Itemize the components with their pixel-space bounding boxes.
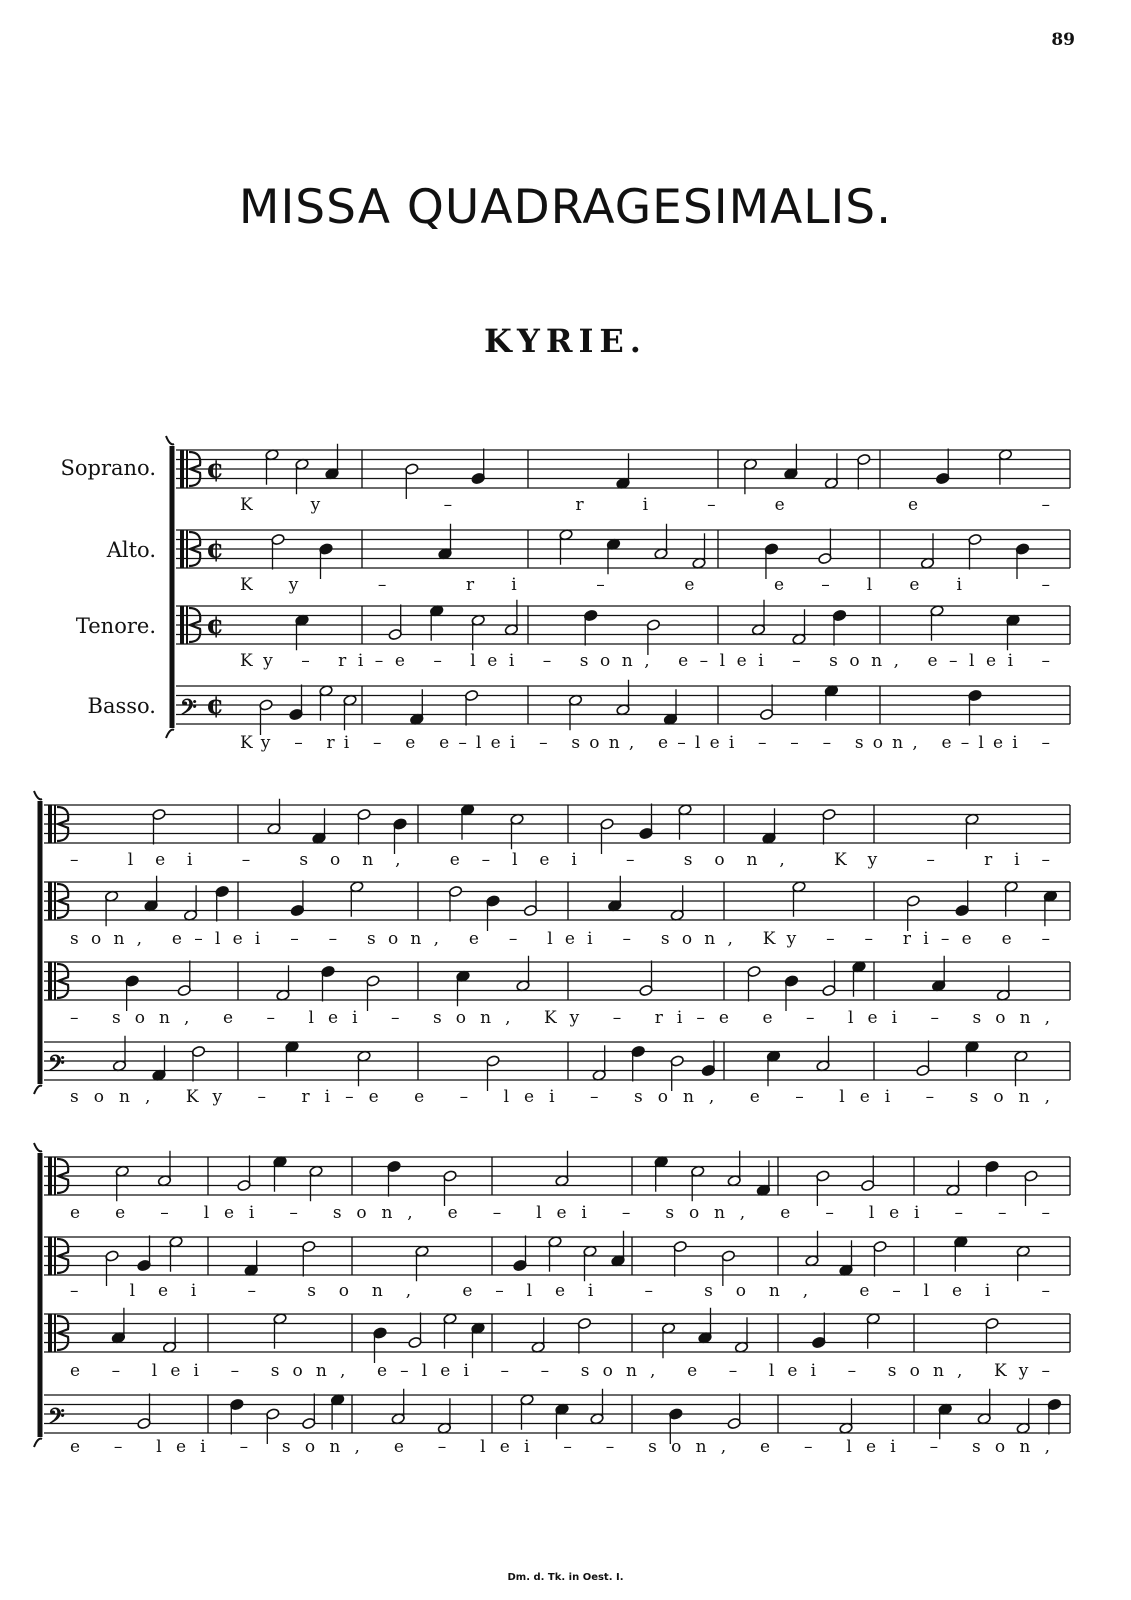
system-1-staff-1-clef bbox=[180, 450, 184, 488]
voice-label-tenore: Tenore. bbox=[75, 614, 156, 638]
system-1-staff-4-time-signature: ¢ bbox=[206, 690, 225, 721]
voice-label-soprano: Soprano. bbox=[60, 456, 156, 480]
system-2-lyrics-4: son, Ky – ri–e e – lei – son, e – lei – son, bbox=[70, 1087, 1051, 1107]
system-3-staff-1-clef bbox=[48, 1157, 52, 1195]
system-1-staff-2-clef bbox=[180, 530, 184, 568]
system-3-lyrics-2: – lei – son, e–lei – son, e–lei – bbox=[70, 1281, 1050, 1301]
system-3-lyrics-1: e e – lei – son, e – lei – son, e – lei – – – bbox=[70, 1203, 1050, 1223]
system-1-staff-2-time-signature: ¢ bbox=[206, 534, 225, 565]
system-1-bracket-bottom bbox=[166, 730, 174, 738]
system-3-staff-2-clef bbox=[48, 1237, 52, 1275]
section-title: KYRIE. bbox=[484, 322, 647, 360]
page-number: 89 bbox=[1051, 30, 1075, 50]
system-2-lyrics-3: – son, e – lei – son, Ky – ri–e e – lei – son, bbox=[70, 1008, 1050, 1028]
system-1-staff-3-time-signature: ¢ bbox=[206, 610, 225, 641]
system-2-lyrics-1: – lei – son, e–lei – son, Ky – ri– bbox=[70, 850, 1050, 870]
system-1-staff-1-time-signature: ¢ bbox=[206, 454, 225, 485]
system-1-lyrics-1: Ky – ri–e e – bbox=[240, 495, 1050, 515]
system-1-lyrics-4: Ky – ri – e e–lei – son, e–lei – – – son, e–lei – bbox=[240, 733, 1050, 753]
system-2-bracket-top bbox=[34, 791, 42, 799]
system-2-staff-4-clef: 𝄢 bbox=[48, 1051, 65, 1082]
system-3-staff-4-clef: 𝄢 bbox=[48, 1404, 65, 1435]
system-3-bracket-top bbox=[34, 1143, 42, 1151]
system-2-bracket-bottom bbox=[34, 1086, 42, 1094]
system-1-lyrics-3: Ky – ri–e – lei – son, e–lei – son, e–lei – bbox=[240, 651, 1051, 671]
system-1-staff-4-clef: 𝄢 bbox=[180, 695, 197, 726]
page-title: MISSA QUADRAGESIMALIS. bbox=[238, 180, 893, 235]
system-2-staff-3-clef bbox=[48, 962, 52, 1000]
voice-label-alto: Alto. bbox=[106, 538, 156, 562]
system-1-staff-3-clef bbox=[180, 606, 184, 644]
system-1-lyrics-2: Ky – ri – e e–lei – bbox=[240, 575, 1050, 595]
system-3-lyrics-3: e – lei – son, e–lei – – son, e – lei – son, Ky– bbox=[70, 1361, 1050, 1381]
voice-label-basso: Basso. bbox=[87, 694, 156, 718]
footer-imprint: Dm. d. Tk. in Oest. I. bbox=[507, 1572, 624, 1583]
system-3-lyrics-4: e – lei – son, e – lei – – son, e – lei – son, bbox=[70, 1437, 1050, 1457]
system-2-staff-2-clef bbox=[48, 882, 52, 920]
system-2-staff-1-clef bbox=[48, 805, 52, 843]
system-3-staff-3-clef bbox=[48, 1314, 52, 1352]
system-1-bracket-top bbox=[166, 436, 174, 444]
system-3-bracket-bottom bbox=[34, 1439, 42, 1447]
system-2-lyrics-2: son, e–lei – – son, e – lei – son, Ky – – ri–e e – bbox=[70, 929, 1050, 949]
